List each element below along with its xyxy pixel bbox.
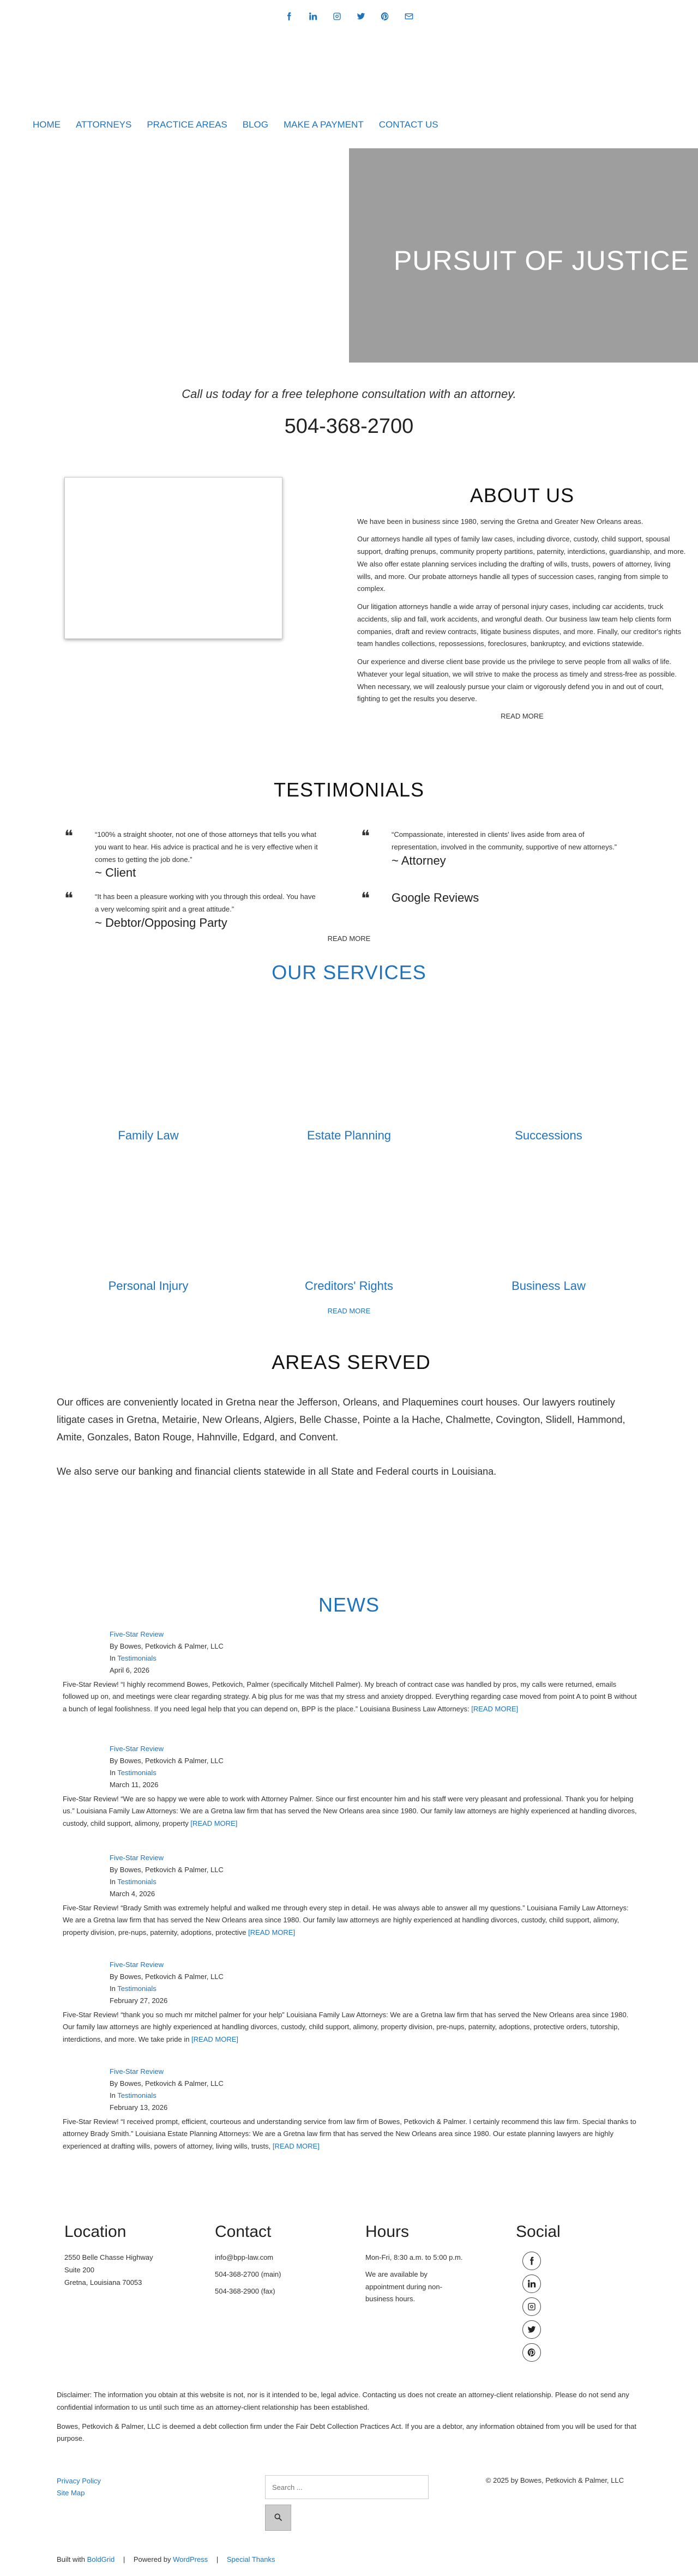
- about-image: [64, 477, 282, 639]
- special-thanks-link[interactable]: Special Thanks: [226, 2555, 275, 2563]
- address-line: Gretna, Louisiana 70053: [64, 2278, 142, 2287]
- quote-icon: ❝: [361, 827, 370, 846]
- services-section: [0, 957, 698, 1315]
- post-excerpt: Five-Star Review! “Brady Smith was extremely helpful and walked me through every step in detail. He was always able to answer all my questions.” Louisiana Family Law Attorneys: We are a Gretna law firm that has served the New Orleans area since 1980. Our family law attorneys are highly experienced at handling divorces, custody, child support, alimony, property division, pre-nups, paternity, adoptions, protective: [63, 1904, 629, 1936]
- search-form: [265, 2475, 429, 2531]
- post-read-more-link[interactable]: [READ MORE]: [272, 2141, 320, 2150]
- post-date: February 27, 2026: [110, 1996, 168, 2005]
- post-category-link[interactable]: Testimonials: [117, 1878, 157, 1886]
- post-category-link[interactable]: Testimonials: [117, 1769, 157, 1777]
- cta-text: Call us today for a free telephone consultation with an attorney.: [182, 387, 516, 401]
- about-title: ABOUT US: [470, 484, 575, 506]
- search-button[interactable]: [265, 2505, 291, 2531]
- testimonials-section: [0, 774, 698, 943]
- post-title-link[interactable]: Five-Star Review: [110, 2067, 164, 2076]
- post-author: By Bowes, Petkovich & Palmer, LLC: [110, 1757, 224, 1765]
- hero-title: PURSUIT OF JUSTICE: [393, 245, 689, 276]
- copyright: © 2025 by Bowes, Petkovich & Palmer, LLC: [485, 2476, 624, 2484]
- contact-heading: Contact: [215, 2223, 272, 2241]
- search-input[interactable]: [265, 2475, 429, 2499]
- post-date: February 13, 2026: [110, 2103, 168, 2112]
- post-excerpt: Five-Star Review! “I received prompt, efficient, courteous and understanding service from law firm of Bowes, Petkovich & Palmer. I certainly recommend this law firm. Special thanks to attorney Brady Smith.” Louisiana Estate Planning Attorneys: We are a Gretna law firm that has served the New Orleans area since 1980. Our estate planning lawyers are highly experienced at drafting wills, powers of attorney, living wills, trusts,: [63, 2117, 636, 2150]
- news-title: NEWS: [318, 1594, 380, 1616]
- about-paragraph: Our litigation attorneys handle a wide array of personal injury cases, including car accidents, truck accidents, slip and fall, work accidents, and wrongful death. Our business law team help clients form companies, draft and review contracts, litigate business disputes, and more. Finally, our creditor's rights team handles collections, repossessions, foreclosures, bankruptcy, and evictions statewide.: [357, 602, 682, 648]
- disclaimer-text: Disclaimer: The information you obtain at this website is not, nor is it intended to be, legal advice. Contacting us does not create an attorney-client relationship. Please do not send any confidential information to us until such time as an attorney-client relationship has been established.: [57, 2391, 629, 2411]
- areas-title: AREAS SERVED: [272, 1351, 431, 1373]
- address-line: 2550 Belle Chasse Highway: [64, 2253, 153, 2261]
- post-title-link[interactable]: Five-Star Review: [110, 1854, 164, 1862]
- nav-practice-areas[interactable]: PRACTICE AREAS: [147, 119, 227, 130]
- testimonial-item: [361, 829, 617, 868]
- service-estate-planning[interactable]: Estate Planning: [306, 1129, 392, 1142]
- nav-attorneys[interactable]: ATTORNEYS: [76, 119, 132, 130]
- top-social-bar: [0, 0, 698, 33]
- about-paragraph: Our attorneys handle all types of family law cases, including divorce, custody, child support, spousal support, drafting prenups, community property partitions, paternity, interdictions, guardianship, and more. We also offer estate planning services including the drafting of wills, trusts, powers of attorney, living wills, and more. Our probate attorneys handle all types of succession cases, ranging from simple to complex.: [357, 535, 686, 593]
- testimonial-text: “It has been a pleasure working with you through this ordeal. You have a very welcoming spirit and a great attitude.”: [95, 892, 316, 913]
- post-date: March 4, 2026: [110, 1890, 155, 1898]
- post-category-link[interactable]: Testimonials: [117, 2091, 157, 2100]
- post-read-more-link[interactable]: [READ MORE]: [471, 1704, 519, 1713]
- testimonial-item: [64, 829, 321, 880]
- quote-icon: ❝: [64, 827, 74, 846]
- address-line: Suite 200: [64, 2265, 94, 2274]
- post-excerpt: Five-Star Review! “thank you so much mr mitchel palmer for your help” Louisiana Family Law Attorneys: We are a Gretna law firm that has served the New Orleans area since 1980. Our family law attorneys are highly experienced at handling divorces, custody, child support, alimony, property division, pre-nups, paternity, adoptions, protective orders, tutorship, interdictions, and more. We take pride in: [63, 2011, 629, 2043]
- news-post: [63, 1628, 641, 1715]
- call-to-action: [0, 384, 698, 443]
- social-heading: Social: [516, 2223, 561, 2241]
- credits: [57, 2554, 275, 2566]
- service-business-law[interactable]: Business Law: [512, 1279, 586, 1293]
- twitter-icon[interactable]: [356, 11, 366, 21]
- hero-banner: [349, 148, 698, 363]
- news-post: [63, 2066, 641, 2152]
- news-post: [63, 1959, 641, 2046]
- separator: |: [123, 2555, 125, 2563]
- instagram-icon[interactable]: [522, 2297, 541, 2316]
- search-icon: [274, 2513, 282, 2521]
- hours-heading: Hours: [365, 2223, 410, 2241]
- post-title-link[interactable]: Five-Star Review: [110, 1745, 164, 1753]
- nav-make-a-payment[interactable]: MAKE A PAYMENT: [283, 119, 364, 130]
- contact-phone-fax: 504-368-2900 (fax): [215, 2287, 275, 2295]
- privacy-policy-link[interactable]: Privacy Policy: [57, 2477, 101, 2485]
- linkedin-icon[interactable]: [522, 2275, 541, 2293]
- post-author: By Bowes, Petkovich & Palmer, LLC: [110, 1866, 224, 1874]
- nav-blog[interactable]: BLOG: [242, 119, 268, 130]
- email-icon[interactable]: [404, 11, 414, 21]
- facebook-icon[interactable]: [284, 11, 294, 21]
- footer-bottom: [57, 2475, 646, 2499]
- testimonial-author: ~ Client: [95, 866, 136, 880]
- nav-contact-us[interactable]: CONTACT US: [378, 119, 438, 130]
- footer-location: [64, 2219, 201, 2289]
- about-read-more-link[interactable]: READ MORE: [501, 712, 544, 721]
- wordpress-link[interactable]: WordPress: [173, 2555, 208, 2563]
- hours-text: Mon-Fri, 8:30 a.m. to 5:00 p.m.: [365, 2253, 463, 2261]
- post-author: By Bowes, Petkovich & Palmer, LLC: [110, 1972, 224, 1981]
- testimonial-text: “Compassionate, interested in clients' lives aside from area of representation, involved in the community, supportive of new attorneys.”: [392, 830, 617, 851]
- main-nav: [33, 117, 438, 132]
- post-category-link[interactable]: Testimonials: [117, 1984, 157, 1993]
- location-heading: Location: [64, 2223, 127, 2241]
- news-post: [63, 1743, 641, 1830]
- disclaimer: [57, 2389, 646, 2452]
- areas-paragraph: Our offices are conveniently located in Gretna near the Jefferson, Orleans, and Plaquemines court houses. Our lawyers routinely litigate cases in Gretna, Metairie, New Orleans, Algiers, Belle Chasse, Pointe a la Hache, Chalmette, Covington, Slidell, Hammond, Amite, Gonzales, Baton Rouge, Hahnville, Edgard, and Convent.: [57, 1396, 625, 1443]
- post-title-link[interactable]: Five-Star Review: [110, 1630, 164, 1638]
- post-excerpt: Five-Star Review! “I highly recommend Bowes, Petkovich, Palmer (specifically Mitchell Palmer). My breach of contract case was handled by pros, my calls were returned, emails followed up on, and meetings were clear regarding strategy. A big plus for me was that my stress and anxiety dropped. Everything regarding case moved from point A to point B without a bunch of legal foolishness. If you need legal help that you can depend on, BPP is the place.” Louisiana Business Law Attorneys:: [63, 1680, 637, 1713]
- post-category-prefix: In: [110, 2091, 118, 2100]
- post-date: April 6, 2026: [110, 1666, 149, 1675]
- footer-contact: [215, 2219, 351, 2297]
- post-title-link[interactable]: Five-Star Review: [110, 1960, 164, 1969]
- news-section: [0, 1589, 698, 2150]
- service-creditors-rights[interactable]: Creditors' Rights: [305, 1279, 393, 1293]
- post-category-prefix: In: [110, 1769, 118, 1777]
- post-category-prefix: In: [110, 1984, 118, 1993]
- testimonial-item: [64, 891, 321, 930]
- about-paragraph: Our experience and diverse client base provide us the privilege to serve people from all walks of life. Whatever your legal situation, we will strive to make the process as timely and stress-free as possible. When necessary, we will zealously pursue your claim or vigorously defend you in and out of court, fighting to get the results you deserve.: [357, 657, 677, 703]
- debt-collector-notice: Bowes, Petkovich & Palmer, LLC is deemed a debt collection firm under the Fair Debt Collection Practices Act. If you are a debtor, any information obtained from you will be used for that purpose.: [57, 2422, 636, 2443]
- contact-email-link[interactable]: info@bpp-law.com: [215, 2253, 274, 2261]
- post-read-more-link[interactable]: [READ MORE]: [248, 1928, 296, 1936]
- about-section: [357, 480, 687, 722]
- testimonial-item: [361, 889, 617, 908]
- pinterest-icon[interactable]: [380, 11, 390, 21]
- post-read-more-link[interactable]: [READ MORE]: [190, 1819, 238, 1827]
- nav-home[interactable]: HOME: [33, 119, 61, 130]
- site-map-link[interactable]: Site Map: [57, 2489, 85, 2497]
- testimonials-read-more-link[interactable]: READ MORE: [327, 934, 371, 943]
- testimonial-author: ~ Attorney: [392, 853, 446, 867]
- linkedin-icon[interactable]: [308, 11, 318, 21]
- contact-phone-main: 504-368-2700 (main): [215, 2270, 281, 2278]
- post-author: By Bowes, Petkovich & Palmer, LLC: [110, 2079, 224, 2088]
- post-author: By Bowes, Petkovich & Palmer, LLC: [110, 1642, 224, 1651]
- post-category-prefix: In: [110, 1654, 118, 1663]
- services-read-more-link[interactable]: READ MORE: [327, 1307, 371, 1315]
- post-category-link[interactable]: Testimonials: [117, 1654, 157, 1663]
- about-paragraph: We have been in business since 1980, serving the Gretna and Greater New Orleans areas.: [357, 517, 643, 526]
- footer-hours: [365, 2219, 502, 2306]
- twitter-icon[interactable]: [522, 2320, 541, 2339]
- service-family-law[interactable]: Family Law: [118, 1129, 179, 1142]
- service-successions[interactable]: Successions: [515, 1129, 582, 1142]
- post-excerpt: Five-Star Review! “We are so happy we were able to work with Attorney Palmer. Since our first encounter him and his staff were very pleasant and professional. Thank you for helping us.” Louisiana Family Law Attorneys: We are a Gretna law firm that has served the New Orleans area since 1980. Our family law attorneys are highly experienced at handling divorces, custody, child support, alimony, property: [63, 1795, 637, 1827]
- testimonial-author: ~ Debtor/Opposing Party: [95, 915, 227, 930]
- cta-phone-link[interactable]: 504-368-2700: [284, 415, 414, 438]
- service-personal-injury[interactable]: Personal Injury: [108, 1279, 189, 1293]
- post-category-prefix: In: [110, 1878, 118, 1886]
- hours-note: We are available by appointment during non-business hours.: [365, 2270, 442, 2303]
- facebook-icon[interactable]: [522, 2252, 541, 2270]
- footer-social: [516, 2219, 652, 2362]
- instagram-icon[interactable]: [332, 11, 342, 21]
- built-with-prefix: Built with: [57, 2555, 87, 2563]
- quote-icon: ❝: [361, 889, 370, 908]
- areas-paragraph: We also serve our banking and financial clients statewide in all State and Federal courts in Louisiana.: [57, 1465, 497, 1477]
- post-read-more-link[interactable]: [READ MORE]: [191, 2035, 239, 2043]
- powered-by-prefix: Powered by: [133, 2555, 173, 2563]
- testimonial-author[interactable]: Google Reviews: [392, 891, 479, 904]
- areas-served-section: [57, 1347, 646, 1497]
- separator: |: [216, 2555, 219, 2563]
- testimonial-text: “100% a straight shooter, not one of those attorneys that tells you what you want to hear. His advice is practical and he is very effective when it comes to getting the job done.”: [95, 830, 318, 864]
- testimonials-title: TESTIMONIALS: [273, 779, 425, 801]
- quote-icon: ❝: [64, 889, 74, 908]
- boldgrid-link[interactable]: BoldGrid: [87, 2555, 115, 2563]
- post-date: March 11, 2026: [110, 1781, 159, 1789]
- pinterest-icon[interactable]: [522, 2343, 541, 2362]
- services-title: OUR SERVICES: [272, 961, 426, 984]
- news-post: [63, 1852, 641, 1939]
